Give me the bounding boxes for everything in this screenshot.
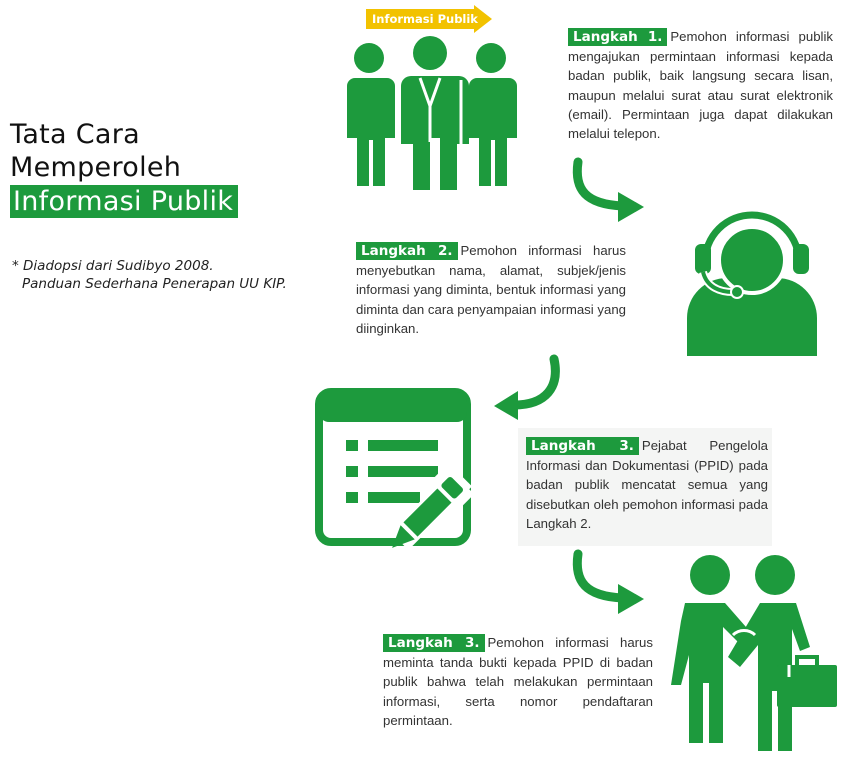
step-3-text: Pejabat Pengelola Informasi dan Dokumentasi (PPID) pada badan publik mencatat semua yang disebutkan oleh pemohon informasi pada Langkah 2.	[526, 438, 768, 531]
title-block	[10, 118, 238, 218]
step-2	[356, 241, 626, 338]
step-4	[383, 633, 653, 730]
source-note-line-1: * Diadopsi dari Sudibyo 2008.	[12, 258, 214, 274]
group-of-people-icon	[345, 36, 515, 196]
step-1-text: Pemohon informasi publik mengajukan permintaan informasi kepada badan publik, baik langsung secara lisan, maupun melalui surat atau surat elektronik (email). Permintaan juga dapat dilakukan melalui telepon.	[568, 29, 833, 142]
curved-arrow-icon	[572, 552, 647, 619]
banner-label: Informasi Publik	[372, 12, 478, 26]
informasi-publik-banner	[366, 5, 492, 33]
step-2-text: Pemohon informasi harus menyebutkan nama, alamat, subjek/jenis informasi yang diminta, bentuk informasi yang diminta dan cara penyampaian informasi yang diinginkan.	[356, 243, 626, 336]
handshake-with-briefcase-icon	[665, 553, 850, 758]
source-note-line-2: Panduan Sederhana Penerapan UU KIP.	[22, 276, 287, 292]
form-with-pencil-icon	[315, 388, 495, 568]
step-2-tag: Langkah 2.	[356, 242, 458, 260]
step-4-text: Pemohon informasi harus meminta tanda bukti kepada PPID di badan publik bahwa telah melakukan permintaan informasi, serta nomor pendaftaran permintaan.	[383, 635, 653, 728]
step-1	[568, 27, 833, 143]
curved-arrow-icon	[572, 160, 647, 227]
step-3-tag: Langkah 3.	[526, 437, 639, 455]
step-1-tag: Langkah 1.	[568, 28, 667, 46]
headset-operator-icon	[685, 208, 820, 361]
source-note	[12, 257, 287, 293]
step-4-tag: Langkah 3.	[383, 634, 485, 652]
title-line-1: Tata Cara	[10, 119, 141, 150]
title-line-2: Memperoleh	[10, 152, 182, 183]
title-highlight: Informasi Publik	[10, 185, 238, 218]
curved-arrow-icon	[490, 355, 565, 425]
step-3	[526, 436, 768, 533]
